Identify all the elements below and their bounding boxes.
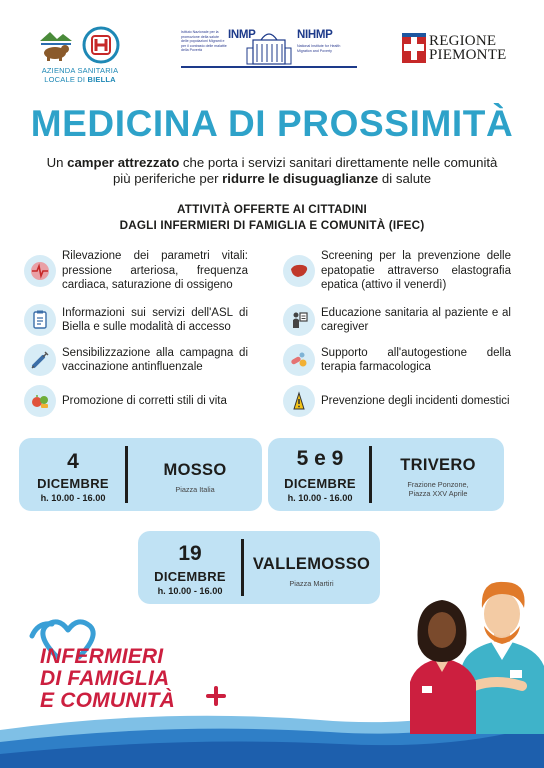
intro-text: Un camper attrezzato che porta i servizi sanitari direttamente nelle comunità più periferiche per ridurre le disuguaglianze di salute bbox=[46, 155, 498, 186]
event-box-trivero bbox=[268, 438, 504, 511]
inmp-label: INMP bbox=[228, 29, 256, 41]
event-hours: h. 10.00 - 16.00 bbox=[157, 586, 223, 596]
event-address: Piazza Martiri bbox=[289, 579, 334, 588]
healthy-food-icon bbox=[24, 385, 56, 417]
clipboard-icon bbox=[24, 304, 56, 336]
palace-icon bbox=[245, 28, 293, 66]
event-hours: h. 10.00 - 16.00 bbox=[40, 493, 106, 503]
page-title: MEDICINA DI PROSSIMITÀ bbox=[30, 103, 514, 144]
activity-text: Promozione di corretti stili di vita bbox=[62, 394, 227, 407]
event-address: Piazza Italia bbox=[175, 485, 215, 494]
activity-item bbox=[283, 344, 511, 376]
asl-name: AZIENDA SANITARIA LOCALE DI BIELLA bbox=[41, 66, 119, 84]
ifec-logo-text: INFERMIERI DI FAMIGLIA E COMUNITÀ bbox=[40, 645, 175, 712]
event-separator bbox=[125, 446, 128, 503]
education-icon bbox=[283, 304, 315, 336]
pills-icon bbox=[283, 344, 315, 376]
activity-text: Informazioni sui servizi dell'ASL di Biella e sulle modalità di accesso bbox=[62, 306, 248, 333]
event-place: MOSSO bbox=[163, 461, 227, 479]
hospital-h-icon bbox=[82, 26, 120, 64]
vital-signs-icon bbox=[24, 255, 56, 287]
vaccine-icon bbox=[24, 344, 56, 376]
event-day: 5 e 9 bbox=[296, 447, 344, 470]
nihmp-description: National Institute for Health Migration and Poverty bbox=[297, 44, 341, 53]
activities-heading: ATTIVITÀ OFFERTE AI CITTADINI DAGLI INFERMIERI DI FAMIGLIA E COMUNITÀ (IFEC) bbox=[119, 203, 425, 232]
liver-icon bbox=[283, 255, 315, 287]
event-day: 4 bbox=[67, 450, 79, 473]
event-box-vallemosso bbox=[138, 531, 380, 604]
activity-item bbox=[24, 344, 248, 376]
event-separator bbox=[241, 539, 244, 596]
event-day: 19 bbox=[178, 542, 202, 565]
nurses-illustration bbox=[410, 574, 544, 734]
activity-item bbox=[283, 304, 511, 336]
warning-sign-icon bbox=[283, 385, 315, 417]
activity-item bbox=[24, 304, 248, 336]
activity-text: Supporto all'autogestione della terapia farmacologica bbox=[321, 346, 511, 373]
activity-text: Prevenzione degli incidenti domestici bbox=[321, 394, 510, 407]
nihmp-label: NIHMP bbox=[297, 29, 333, 41]
piemonte-shield-icon bbox=[402, 33, 426, 63]
regione-piemonte-logo bbox=[402, 33, 506, 63]
activity-item bbox=[24, 249, 248, 293]
activity-item bbox=[283, 249, 511, 293]
asl-biella-logo bbox=[36, 26, 136, 84]
event-place: TRIVERO bbox=[400, 456, 476, 474]
event-hours: h. 10.00 - 16.00 bbox=[287, 493, 353, 503]
event-month: DICEMBRE bbox=[284, 476, 356, 491]
bear-emblem-icon bbox=[38, 27, 74, 63]
event-box-mosso bbox=[19, 438, 262, 511]
activity-item bbox=[24, 385, 248, 417]
inmp-description: Istituto Nazionale per la promozione della salute delle popolazioni Migranti e per il contrasto delle malattie della Povertà bbox=[181, 30, 227, 53]
event-separator bbox=[369, 446, 372, 503]
event-address: Frazione Ponzone, Piazza XXV Aprile bbox=[407, 480, 469, 498]
activity-text: Sensibilizzazione alla campagna di vaccinazione antinfluenzale bbox=[62, 346, 248, 373]
event-month: DICEMBRE bbox=[154, 569, 226, 584]
inmp-underline bbox=[181, 66, 357, 68]
activity-text: Rilevazione dei parametri vitali: pressione arteriosa, frequenza cardiaca, saturazione di ossigeno bbox=[62, 250, 248, 291]
activity-text: Educazione sanitaria al paziente e al caregiver bbox=[321, 306, 511, 333]
regione-piemonte-text: REGIONE PIEMONTE bbox=[429, 32, 507, 63]
activity-text: Screening per la prevenzione delle epatopatie attraverso elastografia epatica (attivo il venerdì) bbox=[321, 250, 511, 291]
event-month: DICEMBRE bbox=[37, 476, 109, 491]
inmp-nihmp-logo bbox=[181, 26, 357, 68]
activity-item bbox=[283, 385, 511, 417]
event-place: VALLEMOSSO bbox=[252, 555, 371, 573]
